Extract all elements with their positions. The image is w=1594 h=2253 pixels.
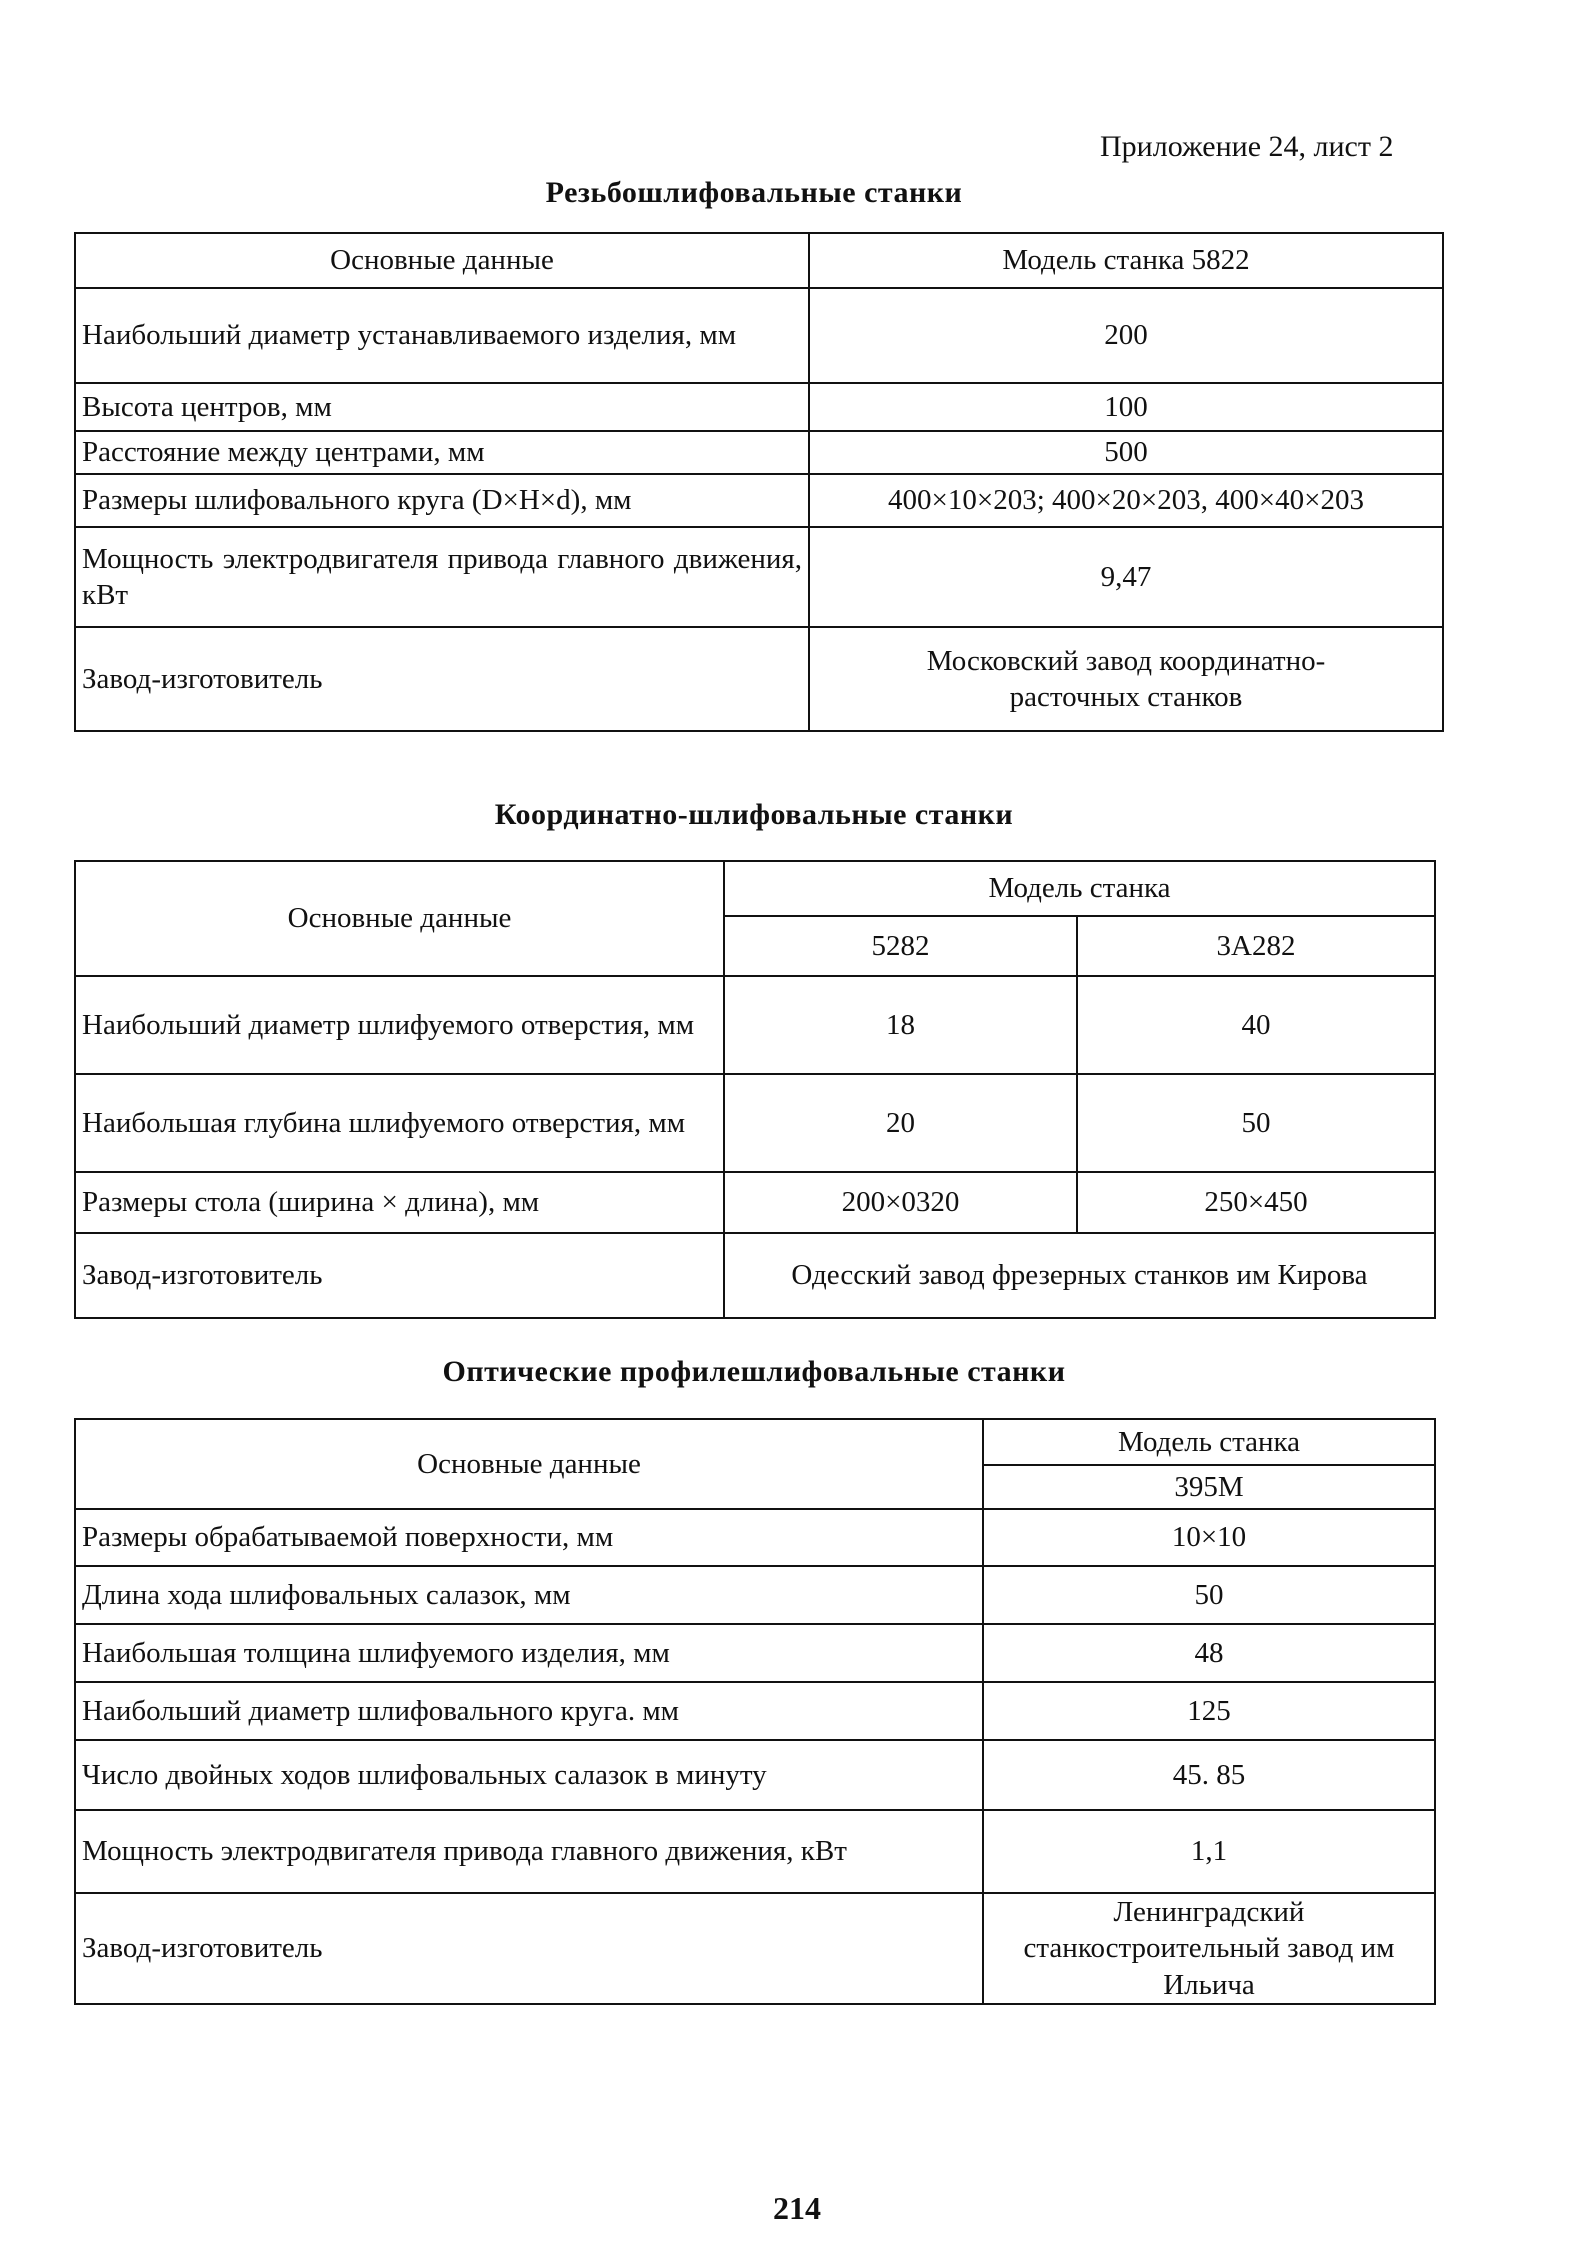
value-cell: 10×10	[983, 1509, 1435, 1566]
header-cell: Основные данные	[75, 861, 724, 976]
param-cell: Завод-изготовитель	[75, 627, 809, 731]
header-cell: Модель станка	[983, 1419, 1435, 1465]
jig-grinding-table	[74, 860, 1436, 1319]
value-cell: 9,47	[809, 527, 1443, 627]
thread-grinding-table	[74, 232, 1444, 732]
value-cell: 50	[983, 1566, 1435, 1624]
value-cell: 50	[1077, 1074, 1435, 1172]
table-row	[75, 1566, 1435, 1624]
param-cell: Длина хода шлифовальных салазок, мм	[75, 1566, 983, 1624]
param-cell: Расстояние между центрами, мм	[75, 431, 809, 474]
table-row	[75, 1233, 1435, 1318]
param-cell: Наибольший диаметр шлифовального круга. мм	[75, 1682, 983, 1740]
table-row	[75, 1893, 1435, 2004]
optical-profile-table	[74, 1418, 1436, 2005]
table-row	[75, 1172, 1435, 1233]
value-cell: 200	[809, 288, 1443, 383]
value-cell: 125	[983, 1682, 1435, 1740]
value-cell: 18	[724, 976, 1077, 1074]
value-cell: Московский завод координатно-расточных станков	[809, 627, 1443, 731]
table-row	[75, 976, 1435, 1074]
model-number-cell: 5282	[724, 916, 1077, 976]
model-number-cell: 395М	[983, 1465, 1435, 1509]
value-cell: Одесский завод фрезерных станков им Кирова	[724, 1233, 1435, 1318]
table-row	[75, 627, 1443, 731]
table-row	[75, 1810, 1435, 1893]
value-cell: 20	[724, 1074, 1077, 1172]
value-cell: 1,1	[983, 1810, 1435, 1893]
section-title-jig-grinding: Координатно-шлифовальные станки	[494, 798, 1014, 831]
table-header-row	[75, 861, 1435, 916]
appendix-label: Приложение 24, лист 2	[1100, 130, 1394, 163]
value-cell: 200×0320	[724, 1172, 1077, 1233]
param-cell: Наибольшая толщина шлифуемого изделия, мм	[75, 1624, 983, 1682]
table-row	[75, 474, 1443, 527]
header-cell: Основные данные	[75, 1419, 983, 1509]
table-row	[75, 1624, 1435, 1682]
page-number: 214	[773, 2190, 821, 2226]
table-row	[75, 1509, 1435, 1566]
value-cell: Ленинградский станкостроительный завод им Ильича	[983, 1893, 1435, 2004]
param-cell: Завод-изготовитель	[75, 1893, 983, 2004]
value-cell: 40	[1077, 976, 1435, 1074]
table-header-row	[75, 1419, 1435, 1465]
param-cell: Мощность электродвигателя привода главного движения, кВт	[75, 527, 809, 627]
param-cell: Размеры стола (ширина × длина), мм	[75, 1172, 724, 1233]
table-row	[75, 1682, 1435, 1740]
param-cell: Наибольший диаметр шлифуемого отверстия, мм	[75, 976, 724, 1074]
value-cell: 100	[809, 383, 1443, 431]
value-cell: 500	[809, 431, 1443, 474]
value-cell: 400×10×203; 400×20×203, 400×40×203	[809, 474, 1443, 527]
model-number-cell: 3А282	[1077, 916, 1435, 976]
table-row	[75, 1740, 1435, 1810]
table-row	[75, 527, 1443, 627]
header-cell: Модель станка 5822	[809, 233, 1443, 288]
table-row	[75, 431, 1443, 474]
section-title-thread-grinding: Резьбошлифовальные станки	[545, 176, 963, 209]
param-cell: Размеры обрабатываемой поверхности, мм	[75, 1509, 983, 1566]
param-cell: Число двойных ходов шлифовальных салазок в минуту	[75, 1740, 983, 1810]
value-cell: 250×450	[1077, 1172, 1435, 1233]
table-row	[75, 288, 1443, 383]
param-cell: Размеры шлифовального круга (D×H×d), мм	[75, 474, 809, 527]
param-cell: Мощность электродвигателя привода главного движения, кВт	[75, 1810, 983, 1893]
header-cell: Модель станка	[724, 861, 1435, 916]
param-cell: Наибольшая глубина шлифуемого отверстия, мм	[75, 1074, 724, 1172]
table-row	[75, 1074, 1435, 1172]
value-cell: 48	[983, 1624, 1435, 1682]
table-header-row	[75, 233, 1443, 288]
header-cell: Основные данные	[75, 233, 809, 288]
param-cell: Завод-изготовитель	[75, 1233, 724, 1318]
value-cell: 45. 85	[983, 1740, 1435, 1810]
param-cell: Наибольший диаметр устанавливаемого изделия, мм	[75, 288, 809, 383]
table-row	[75, 383, 1443, 431]
param-cell: Высота центров, мм	[75, 383, 809, 431]
section-title-optical-profile: Оптические профилешлифовальные станки	[442, 1355, 1066, 1388]
